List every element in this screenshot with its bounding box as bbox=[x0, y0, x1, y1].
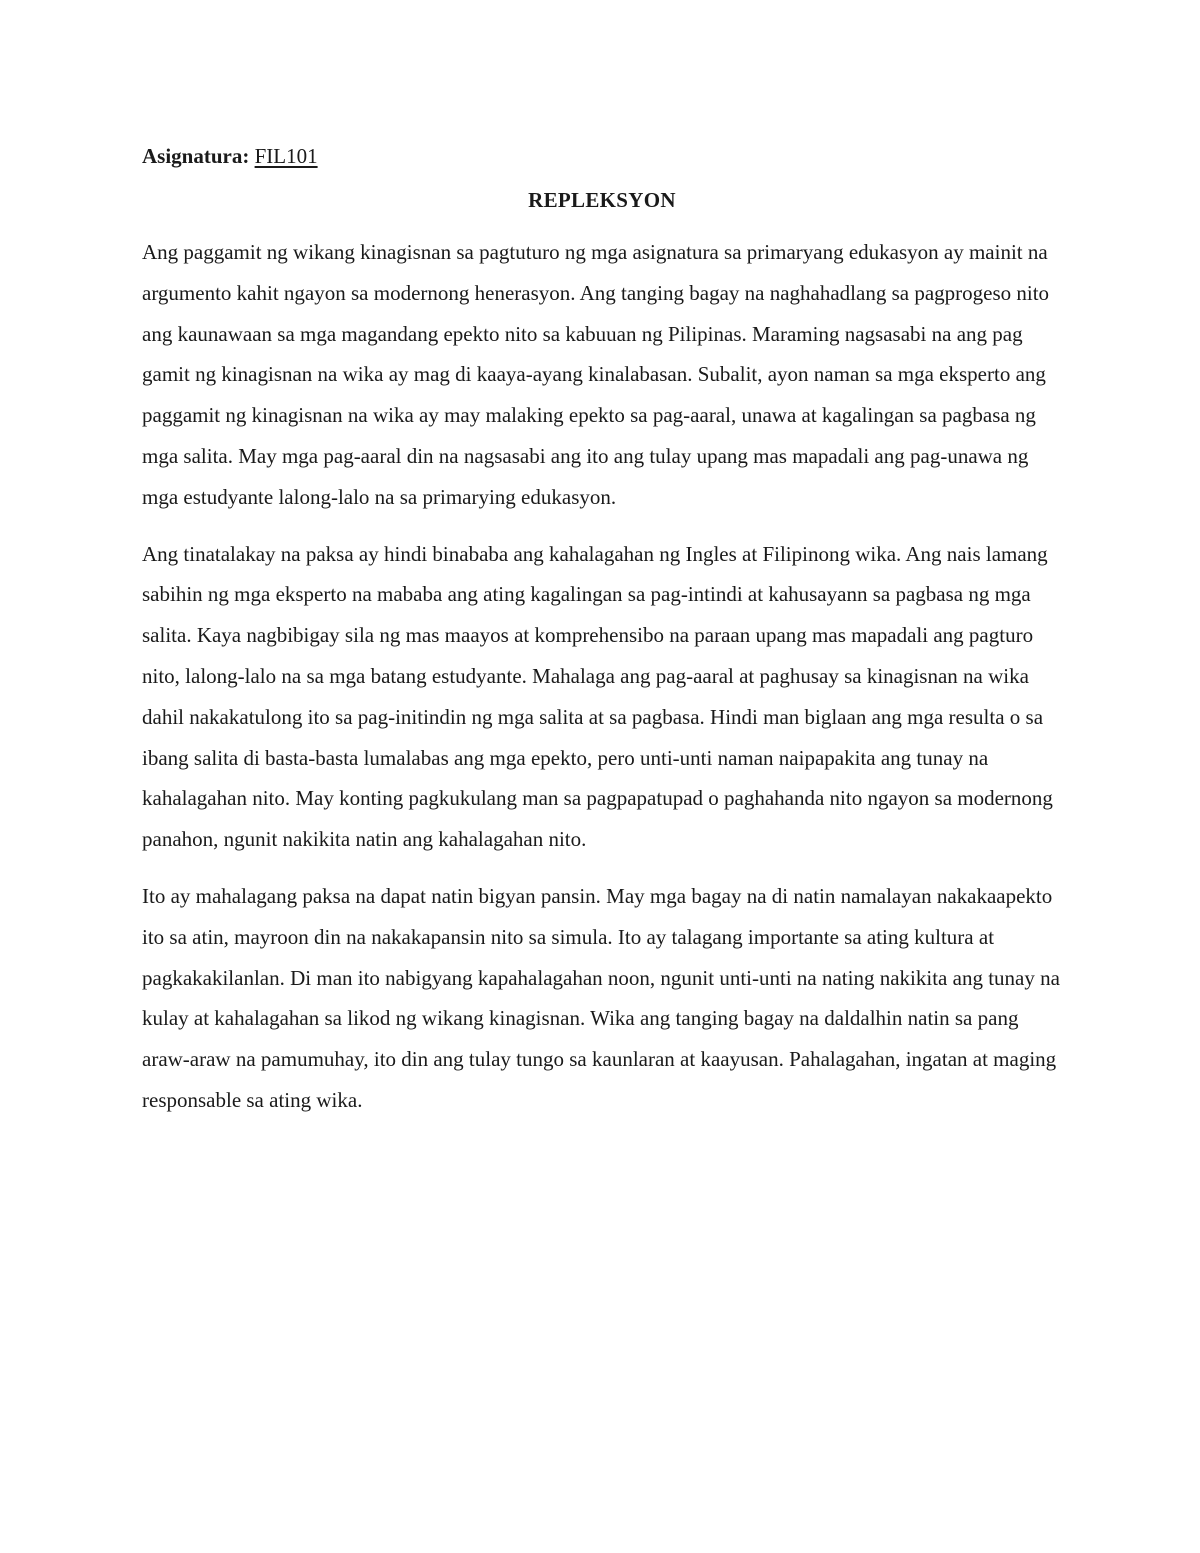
subject-label: Asignatura: bbox=[142, 144, 250, 168]
subject-value: FIL101 bbox=[254, 144, 318, 168]
subject-line bbox=[142, 140, 1062, 172]
paragraph-1: Ang paggamit ng wikang kinagisnan sa pagtuturo ng mga asignatura sa primaryang edukasyon ay mainit na argumento kahit ngayon sa modernong henerasyon. Ang tanging bagay na naghahadlang sa pagprogeso nito ang kaunawaan sa mga magandang epekto nito sa kabuuan ng Pilipinas. Maraming nagsasabi na ang pag gamit ng kinagisnan na wika ay mag di kaaya-ayang kinalabasan. Subalit, ayon naman sa mga eksperto ang paggamit ng kinagisnan na wika ay may malaking epekto sa pag-aaral, unawa at kagalingan sa pagbasa ng mga salita. May mga pag-aaral din na nagsasabi ang ito ang tulay upang mas mapadali ang pag-unawa ng mga estudyante lalong-lalo na sa primarying edukasyon. bbox=[142, 240, 1050, 509]
document-title: REPLEKSYON bbox=[528, 188, 676, 212]
paragraph-3: Ito ay mahalagang paksa na dapat natin bigyan pansin. May mga bagay na di natin namalayan nakakaapekto ito sa atin, mayroon din na nakakapansin nito sa simula. Ito ay talagang importante sa ating kultura at pagkakakilanlan. Di man ito nabigyang kapahalagahan noon, ngunit unti-unti na nating nakikita ang tunay na kulay at kahalagahan sa likod ng wikang kinagisnan. Wika ang tanging bagay na daldalhin natin sa pang araw-araw na pamumuhay, ito din ang tulay tungo sa kaunlaran at kaayusan. Pahalagahan, ingatan at maging responsable sa ating wika. bbox=[142, 883, 1060, 1112]
document-content bbox=[142, 140, 1062, 1137]
paragraph-2: Ang tinatalakay na paksa ay hindi binababa ang kahalagahan ng Ingles at Filipinong wika. Ang nais lamang sabihin ng mga eksperto na mababa ang ating kagalingan sa pag-intindi at kahusayann sa pagbasa ng mga salita. Kaya nagbibigay sila ng mas maayos at komprehensibo na paraan upang mas mapadali ang pagturo nito, lalong-lalo na sa mga batang estudyante. Mahalaga ang pag-aaral at paghusay sa kinagisnan na wika dahil nakakatulong ito sa pag-initindin ng mga salita at sa pagbasa. Hindi man biglaan ang mga resulta o sa ibang salita di basta-basta lumalabas ang mga epekto, pero unti-unti naman naipapakita ang tunay na kahalagahan nito. May konting pagkukulang man sa pagpapatupad o paghahanda nito ngayon sa modernong panahon, ngunit nakikita natin ang kahalagahan nito. bbox=[142, 541, 1053, 852]
